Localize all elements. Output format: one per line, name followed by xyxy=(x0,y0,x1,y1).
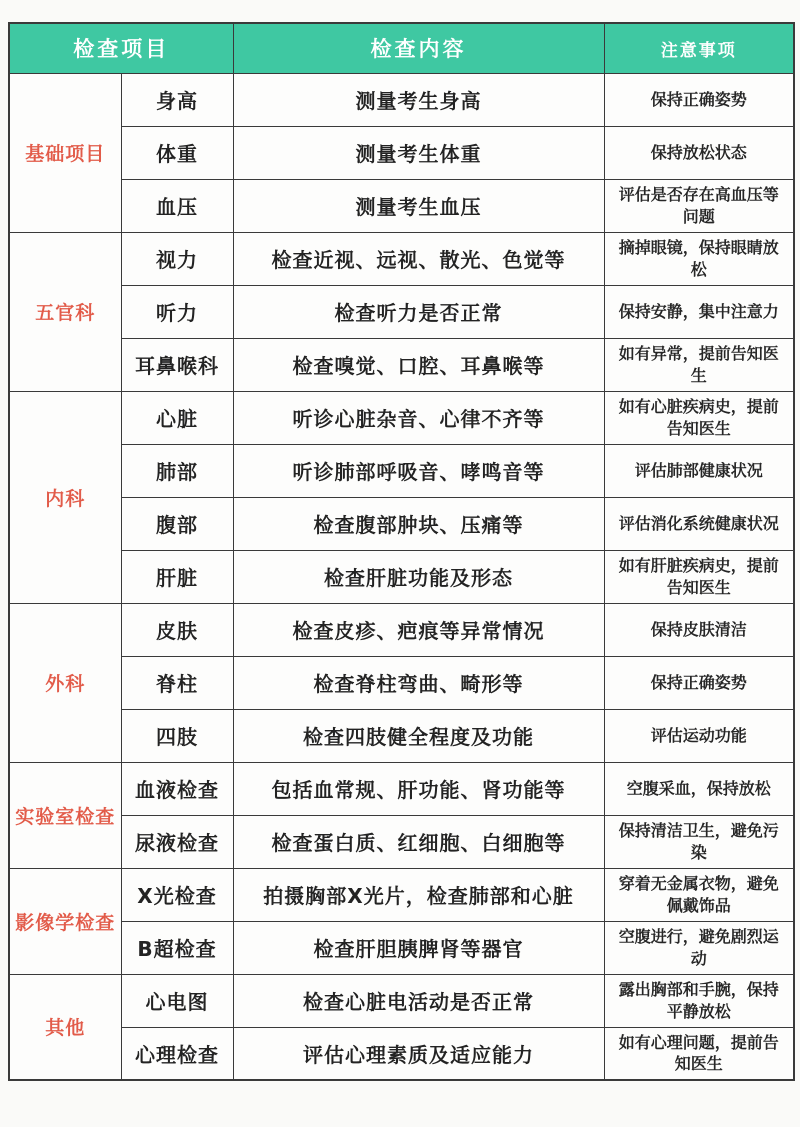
item-cell: X光检查 xyxy=(121,868,233,921)
content-cell: 听诊肺部呼吸音、哮鸣音等 xyxy=(233,444,604,497)
column-header-exam-item: 检查项目 xyxy=(9,23,233,73)
item-cell: 心电图 xyxy=(121,974,233,1027)
item-cell: 听力 xyxy=(121,285,233,338)
note-cell: 露出胸部和手腕，保持平静放松 xyxy=(604,974,794,1027)
table-row xyxy=(9,868,794,921)
note-cell: 如有心脏疾病史，提前告知医生 xyxy=(604,391,794,444)
table-row xyxy=(9,126,794,179)
item-cell: 脊柱 xyxy=(121,656,233,709)
item-cell: 腹部 xyxy=(121,497,233,550)
item-cell: 心理检查 xyxy=(121,1027,233,1080)
table-row xyxy=(9,73,794,126)
note-cell: 评估消化系统健康状况 xyxy=(604,497,794,550)
table-row xyxy=(9,603,794,656)
note-cell: 评估运动功能 xyxy=(604,709,794,762)
content-cell: 检查脊柱弯曲、畸形等 xyxy=(233,656,604,709)
content-cell: 检查心脏电活动是否正常 xyxy=(233,974,604,1027)
item-cell: 四肢 xyxy=(121,709,233,762)
content-cell: 拍摄胸部X光片，检查肺部和心脏 xyxy=(233,868,604,921)
table-row xyxy=(9,656,794,709)
table-row xyxy=(9,179,794,232)
content-cell: 检查四肢健全程度及功能 xyxy=(233,709,604,762)
note-cell: 保持正确姿势 xyxy=(604,656,794,709)
content-cell: 检查肝脏功能及形态 xyxy=(233,550,604,603)
item-cell: B超检查 xyxy=(121,921,233,974)
item-cell: 视力 xyxy=(121,232,233,285)
table-row xyxy=(9,391,794,444)
content-cell: 包括血常规、肝功能、肾功能等 xyxy=(233,762,604,815)
item-cell: 血液检查 xyxy=(121,762,233,815)
note-cell: 保持清洁卫生，避免污染 xyxy=(604,815,794,868)
table-row xyxy=(9,709,794,762)
item-cell: 肝脏 xyxy=(121,550,233,603)
table-row xyxy=(9,232,794,285)
category-cell: 外科 xyxy=(9,603,121,762)
note-cell: 摘掉眼镜，保持眼睛放松 xyxy=(604,232,794,285)
note-cell: 保持皮肤清洁 xyxy=(604,603,794,656)
item-cell: 尿液检查 xyxy=(121,815,233,868)
table-row xyxy=(9,550,794,603)
content-cell: 检查听力是否正常 xyxy=(233,285,604,338)
note-cell: 评估是否存在高血压等问题 xyxy=(604,179,794,232)
table-row xyxy=(9,974,794,1027)
content-cell: 测量考生体重 xyxy=(233,126,604,179)
medical-exam-table xyxy=(8,22,795,1081)
table-row xyxy=(9,444,794,497)
table-body xyxy=(9,73,794,1080)
column-header-exam-content: 检查内容 xyxy=(233,23,604,73)
table-row xyxy=(9,921,794,974)
note-cell: 空腹进行，避免剧烈运动 xyxy=(604,921,794,974)
category-cell: 五官科 xyxy=(9,232,121,391)
content-cell: 听诊心脏杂音、心律不齐等 xyxy=(233,391,604,444)
content-cell: 检查近视、远视、散光、色觉等 xyxy=(233,232,604,285)
category-cell: 基础项目 xyxy=(9,73,121,232)
item-cell: 皮肤 xyxy=(121,603,233,656)
category-cell: 内科 xyxy=(9,391,121,603)
note-cell: 保持放松状态 xyxy=(604,126,794,179)
note-cell: 空腹采血，保持放松 xyxy=(604,762,794,815)
item-cell: 耳鼻喉科 xyxy=(121,338,233,391)
table-row xyxy=(9,762,794,815)
content-cell: 测量考生身高 xyxy=(233,73,604,126)
note-cell: 保持正确姿势 xyxy=(604,73,794,126)
category-cell: 其他 xyxy=(9,974,121,1080)
item-cell: 血压 xyxy=(121,179,233,232)
table-row xyxy=(9,338,794,391)
note-cell: 保持安静，集中注意力 xyxy=(604,285,794,338)
table-header-row xyxy=(9,23,794,73)
content-cell: 检查肝胆胰脾肾等器官 xyxy=(233,921,604,974)
item-cell: 身高 xyxy=(121,73,233,126)
item-cell: 心脏 xyxy=(121,391,233,444)
note-cell: 如有异常，提前告知医生 xyxy=(604,338,794,391)
category-cell: 实验室检查 xyxy=(9,762,121,868)
note-cell: 评估肺部健康状况 xyxy=(604,444,794,497)
content-cell: 检查腹部肿块、压痛等 xyxy=(233,497,604,550)
note-cell: 如有心理问题，提前告知医生 xyxy=(604,1027,794,1080)
note-cell: 穿着无金属衣物，避免佩戴饰品 xyxy=(604,868,794,921)
content-cell: 测量考生血压 xyxy=(233,179,604,232)
note-cell: 如有肝脏疾病史，提前告知医生 xyxy=(604,550,794,603)
table-row xyxy=(9,497,794,550)
column-header-notes: 注意事项 xyxy=(604,23,794,73)
table-row xyxy=(9,815,794,868)
content-cell: 检查蛋白质、红细胞、白细胞等 xyxy=(233,815,604,868)
content-cell: 检查皮疹、疤痕等异常情况 xyxy=(233,603,604,656)
table-row xyxy=(9,1027,794,1080)
table-row xyxy=(9,285,794,338)
item-cell: 体重 xyxy=(121,126,233,179)
content-cell: 检查嗅觉、口腔、耳鼻喉等 xyxy=(233,338,604,391)
content-cell: 评估心理素质及适应能力 xyxy=(233,1027,604,1080)
item-cell: 肺部 xyxy=(121,444,233,497)
category-cell: 影像学检查 xyxy=(9,868,121,974)
